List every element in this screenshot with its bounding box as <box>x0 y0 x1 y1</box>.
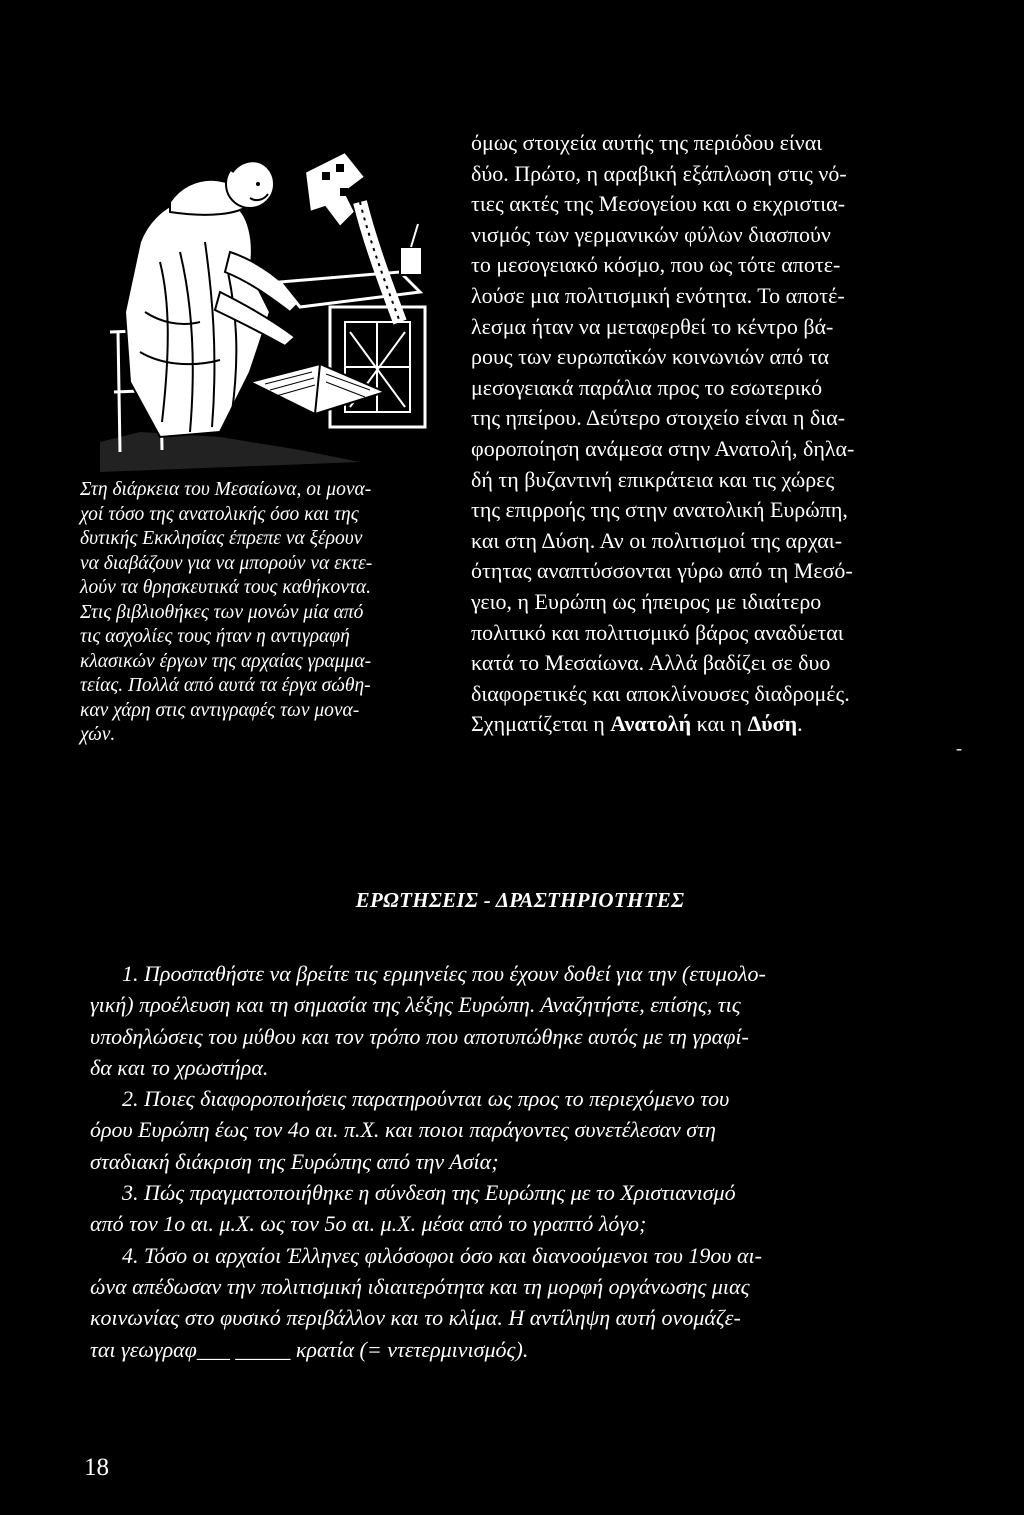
body-paragraph <box>471 128 953 740</box>
illustration-caption <box>80 478 452 748</box>
caption-line: καν χάρη στις αντιγραφές των μονα- <box>80 699 360 721</box>
questions-list <box>90 958 952 1365</box>
body-line: νισμός των γερμανικών φύλων διασπούν <box>471 221 831 247</box>
question-line: γική) προέλευση και τη σημασία της λέξης Ευρώπη. Αναζητήστε, επίσης, τις <box>90 992 741 1018</box>
term-dysi: Δύση <box>747 711 798 737</box>
body-line: κατά το Μεσαίωνα. Αλλά βαδίζει σε δυο <box>471 650 831 676</box>
body-line: τιες ακτές της Μεσογείου και ο εκχριστια- <box>471 191 846 217</box>
question-line: 2. Ποιες διαφοροποιήσεις παρατηρούνται ως προς το περιεχόμενο του <box>122 1086 730 1112</box>
body-last-line <box>471 709 953 740</box>
body-line: της επιρροής της στην ανατολική Ευρώπη, <box>471 497 848 523</box>
question-line: από τον 1ο αι. μ.Χ. ως τον 5ο αι. μ.Χ. μέσα από το γραπτό λόγο; <box>90 1211 647 1237</box>
body-line: ρους των ευρωπαϊκών κοινωνιών από τα <box>471 344 830 370</box>
question-line: κοινωνίας στο φυσικό περιβάλλον και το κλίμα. Η αντίληψη αυτή ονομάζε- <box>90 1305 741 1331</box>
body-line: φοροποίηση ανάμεσα στην Ανατολή, δηλα- <box>471 435 855 461</box>
question-line: σταδιακή διάκριση της Ευρώπης από την Ασία; <box>90 1148 499 1174</box>
body-line: δή τη βυζαντινή επικράτεια και τις χώρες <box>471 466 835 492</box>
caption-line: χών. <box>80 724 116 745</box>
caption-line: λούν τα θρησκευτικά τους καθήκοντα. <box>80 577 372 598</box>
body-line: της ηπείρου. Δεύτερο στοιχείο είναι η δια- <box>471 405 846 431</box>
caption-line: να διαβάζουν για να μπορούν να εκτε- <box>80 552 373 574</box>
body-line: ότητας αναπτύσσονται γύρω από τη Μεσό- <box>471 558 853 584</box>
body-last-prefix: Σχηματίζεται η <box>471 711 611 737</box>
body-line: διαφορετικές και αποκλίνουσες διαδρομές. <box>471 680 850 706</box>
question-line: 3. Πώς πραγματοποιήθηκε η σύνδεση της Ευρώπης με το Χριστιανισμό <box>122 1180 736 1206</box>
question-line: 1. Προσπαθήστε να βρείτε τις ερμηνείες που έχουν δοθεί για την (ετυμολο- <box>122 961 766 986</box>
question-line: ώνα απέδωσαν την πολιτισμική ιδιαιτερότητα και τη μορφή οργάνωσης μιας <box>90 1273 750 1299</box>
body-line: πολιτικό και πολιτισμικό βάρος αναδύεται <box>471 619 844 645</box>
caption-line: κλασικών έργων της αρχαίας γραμμα- <box>80 650 372 672</box>
caption-line: δυτικής Εκκλησίας έπρεπε να ξέρουν <box>80 528 363 549</box>
question-line: ται γεωγραφ___ _____ κρατία (= ντετερμινισμός). <box>90 1336 529 1362</box>
caption-line: τείας. Πολλά από αυτά τα έργα σώθη- <box>80 675 371 696</box>
body-last-middle: και η <box>691 711 748 737</box>
body-line: λούσε μια πολιτισμική ενότητα. Το αποτέ- <box>471 282 845 308</box>
body-line: όμως στοιχεία αυτής της περιόδου είναι <box>471 130 823 155</box>
caption-line: τις ασχολίες τους ήταν η αντιγραφή <box>80 626 350 647</box>
question-line: 4. Τόσο οι αρχαίοι Έλληνες φιλόσοφοι όσο και διανοούμενοι του 19ου αι- <box>122 1242 762 1268</box>
question-line: όρου Ευρώπη έως τον 4ο αι. π.Χ. και ποιοι παράγοντες συνετέλεσαν στη <box>90 1117 716 1143</box>
body-line: μεσογειακά παράλια προς το εσωτερικό <box>471 374 823 400</box>
section-heading: ΕΡΩΤΗΣΕΙΣ - ΔΡΑΣΤΗΡΙΟΤΗΤΕΣ <box>355 888 685 912</box>
body-line: λεσμα ήταν να μεταφερθεί το κέντρο βά- <box>471 313 834 339</box>
question-line: δα και το χρωστήρα. <box>90 1054 269 1080</box>
body-line: γειο, η Ευρώπη ως ήπειρος με ιδιαίτερο <box>471 588 822 614</box>
term-anatoli: Ανατολή <box>610 711 692 737</box>
body-last-suffix: . <box>797 711 803 737</box>
body-line: το μεσογειακό κόσμο, που ως τότε αποτε- <box>471 252 841 278</box>
question-line: υποδηλώσεις του μύθου και τον τρόπο που αποτυπώθηκε αυτός με τη γραφί- <box>90 1023 749 1049</box>
monk-scribe-illustration <box>100 132 460 472</box>
caption-line: Στη διάρκεια του Μεσαίωνα, οι μονα- <box>80 479 372 500</box>
body-line: και στη Δύση. Αν οι πολιτισμοί της αρχαι- <box>471 527 843 553</box>
page-number: 18 <box>84 1454 109 1481</box>
stray-mark: - <box>956 738 962 758</box>
caption-line: Στις βιβλιοθήκες των μονών μία από <box>80 601 364 623</box>
body-line: δύο. Πρώτο, η αραβική εξάπλωση στις νό- <box>471 160 847 186</box>
caption-line: χοί τόσο της ανατολικής όσο και της <box>80 503 359 525</box>
